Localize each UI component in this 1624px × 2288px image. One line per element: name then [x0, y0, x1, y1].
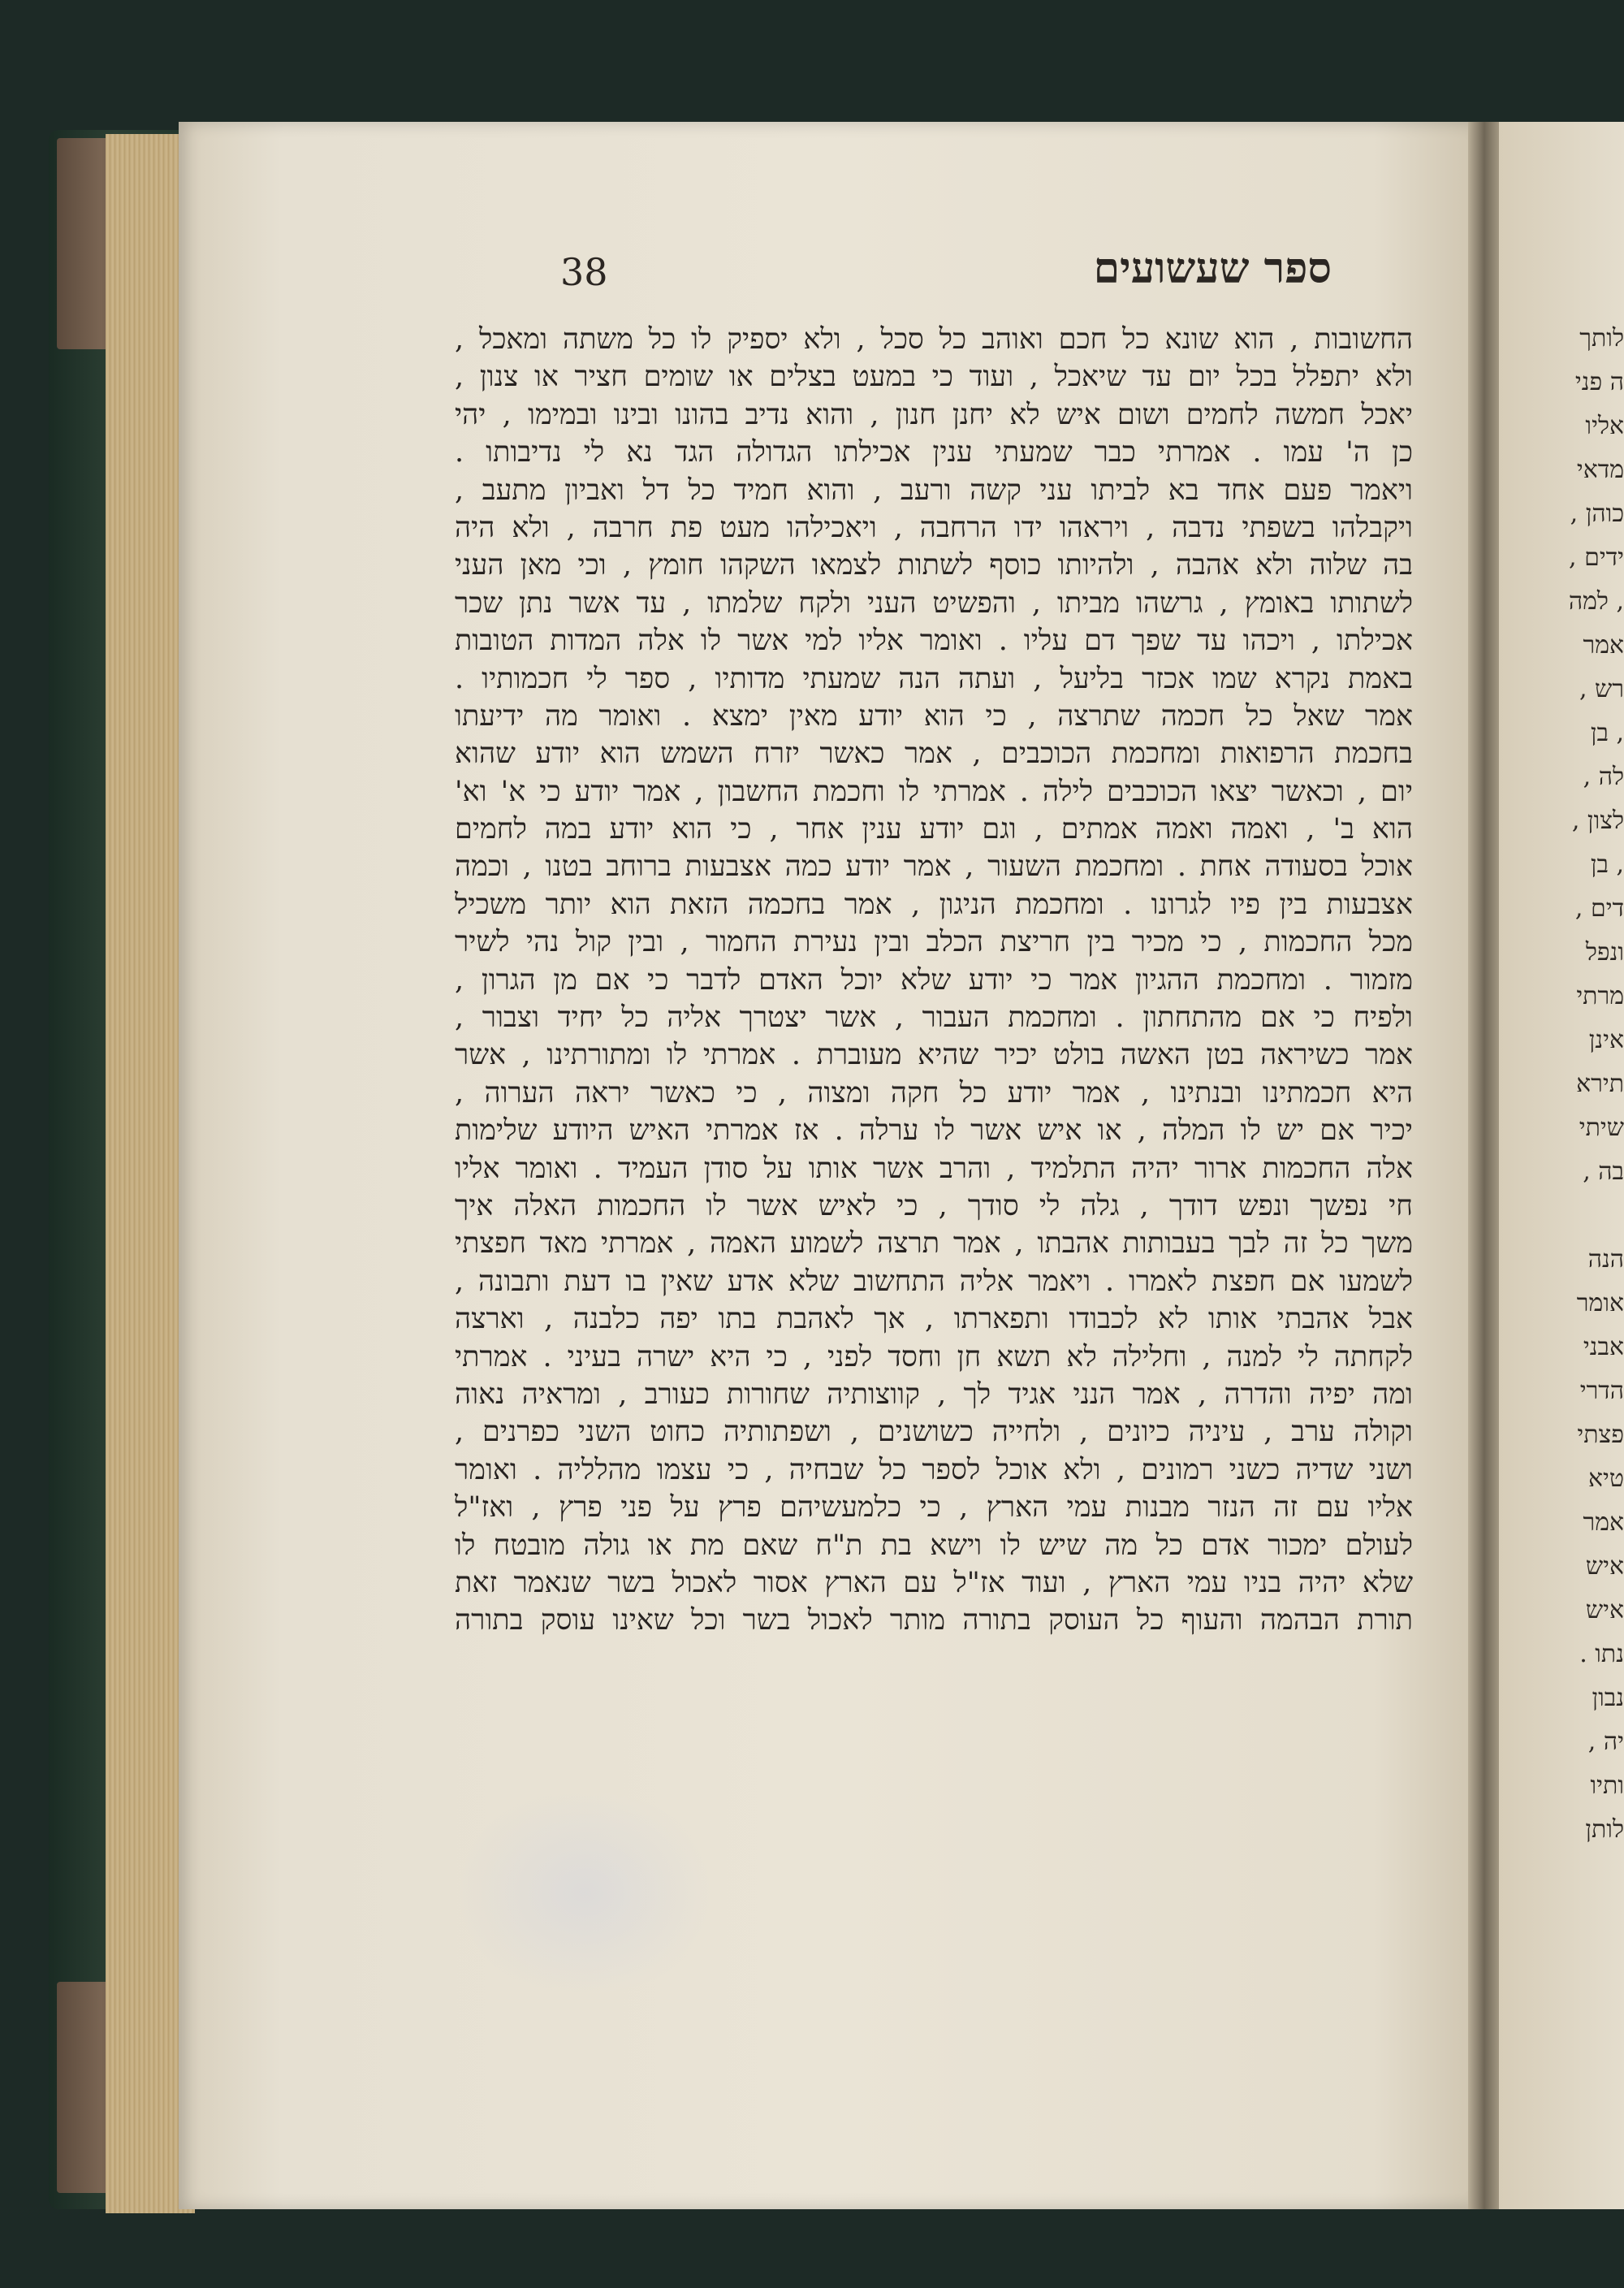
text-line: אוכל בסעודה אחת . ומחכמת השעור , אמר יודע כמה אצבעות ברוחב בטנו , וכמה — [455, 850, 1413, 884]
facing-text-line: תירא — [1576, 1070, 1624, 1098]
text-line: חי נפשך ונפש דודך , גלה לי סודך , כי לאיש אשר לו החכמות האלה איך — [455, 1189, 1413, 1222]
facing-text-line: בה , — [1583, 1157, 1624, 1186]
page-header — [455, 244, 1413, 309]
facing-text-line: , בן — [1590, 719, 1624, 747]
running-title: ספר שעשועים — [1093, 244, 1332, 293]
right-page-text — [1499, 317, 1624, 1852]
text-line: באמת נקרא שמו אכזר בליעל , ועתה הנה שמעתי מדותיו , ספר לי חכמותיו . — [455, 662, 1413, 695]
facing-text-line: לצון , — [1571, 807, 1624, 835]
text-line: אמר כשיראה בטן האשה בולט יכיר שהיא מעוברת . אמרתי לו ומתורתינו , אשר — [455, 1039, 1413, 1072]
facing-text-line: ה פני — [1574, 368, 1624, 396]
facing-text-line: לותך — [1579, 324, 1624, 352]
facing-text-line: שיתי — [1579, 1114, 1624, 1142]
facing-text-line: טיא — [1588, 1464, 1624, 1493]
text-line: אמר שאל כל חכמה שתרצה , כי הוא יודע מאין ימצא . ואומר מה ידיעתו — [455, 699, 1413, 733]
facing-text-line: דים , — [1574, 894, 1624, 923]
text-line: היא חכמתינו ובנתינו , אמר יודע כל חקה ומצוה , כי כאשר יראה הערוה , — [455, 1076, 1413, 1109]
text-line: ומה יפיה והדרה , אמר הנני אגיד לך , קווצותיה שחורות כעורב , ומראיה נאוה — [455, 1378, 1413, 1411]
text-line: ויקבלהו בשפתי נדבה , ויראהו ידו הרחבה , ויאכילהו מעט פת חרבה , ולא היה — [455, 511, 1413, 544]
facing-text-line: אינן — [1588, 1026, 1624, 1054]
text-line: בה שלוה ולא אהבה , ולהיותו כוסף לשתות לצמאו השקהו חומץ , וכי מאן העני — [455, 549, 1413, 582]
facing-text-line: מדאי — [1576, 456, 1624, 484]
text-line: אכילתו , ויכהו עד שפך דם עליו . ואומר אליו למי אשר לו אלה המדות הטובות — [455, 625, 1413, 658]
facing-text-line: הדרי — [1579, 1377, 1624, 1405]
facing-text-line: לה , — [1583, 763, 1624, 791]
text-line: אבל אהבתי אותו לא לכבודו ותפארתו , אך לאהבת בתו יפה כלבנה , וארצה — [455, 1303, 1413, 1336]
facing-text-line: אומר — [1576, 1289, 1624, 1317]
facing-text-line: הנה — [1587, 1245, 1624, 1274]
facing-text-line: איש — [1585, 1552, 1624, 1581]
text-line: מזמור . ומחכמת ההגיון אמר כי יודע שלא יוכל האדם לדבר כי אם מן הגרון , — [455, 963, 1413, 997]
facing-text-line: , למה — [1568, 587, 1624, 616]
facing-text-line: ונפל — [1585, 938, 1624, 967]
text-line: ולא יתפלל בכל יום עד שיאכל , ועוד כי במעט בצלים או שומים חציר או צנון , — [455, 361, 1413, 394]
text-line: אלה החכמות ארור יהיה התלמיד , והרב אשר אותו על סודן העמיד . ואומר אליו — [455, 1152, 1413, 1185]
facing-text-line: אמר — [1583, 631, 1624, 660]
facing-text-line: , בן — [1590, 850, 1624, 879]
text-line: יכיר אם יש לו המלה , או איש אשר לו ערלה . אז אמרתי האיש היודע שלימות — [455, 1114, 1413, 1148]
text-line: משך כל זה לבך בעבותות אהבתו , אמר תרצה לשמוע האמה , אמרתי מאד חפצתי — [455, 1227, 1413, 1261]
text-line: יום , וכאשר יצאו הכוכבים לילה . אמרתי לו וחכמת החשבון , אמר יודע כי א' וא' — [455, 775, 1413, 808]
text-line: תורת הבהמה והעוף כל העוסק בתורה מותר לאכול בשר וכל שאינו עוסק בתורה — [455, 1604, 1413, 1637]
facing-text-line: לותן — [1585, 1815, 1624, 1844]
facing-text-line: אמר — [1583, 1508, 1624, 1537]
right-page — [1499, 122, 1624, 2209]
text-line: אצבעות בין פיו לגרונו . ומחכמת הניגון , אמר בחכמה הזאת הוא יותר משכיל — [455, 888, 1413, 921]
facing-text-line: כוהן , — [1570, 500, 1624, 528]
text-line: וקולה ערב , עיניה כיונים , ולחייה כשושנים , ושפתותיה כחוט השני כפרנים , — [455, 1416, 1413, 1449]
facing-text-line: מרתי — [1576, 982, 1624, 1010]
facing-text-line: יה , — [1587, 1728, 1624, 1756]
text-line: מכל החכמות , כי מכיר בין חריצת הכלב ובין נעירת החמור , ובין קול נהי לשיר — [455, 926, 1413, 959]
text-line: ויאמר פעם אחד בא לביתו עני קשה ורעב , והוא חמיד כל דל ואביון מתעב , — [455, 474, 1413, 507]
facing-text-line: איש — [1585, 1596, 1624, 1624]
text-line: בחכמת הרפואות ומחכמת הכוכבים , אמר כאשר יזרח השמש הוא יודע שהוא — [455, 737, 1413, 771]
text-line: שלא יהיה בניו עמי הארץ , ועוד אז"ל עם הארץ אסור לאכול בשר שנאמר זאת — [455, 1566, 1413, 1599]
facing-text-line: ותיו — [1590, 1771, 1624, 1800]
facing-text-line: אליו — [1585, 412, 1624, 440]
text-line: אליו עם זה הנזר מבנות עמי הארץ , כי כלמעשיהם פרץ על פני פרץ , ואז"ל — [455, 1491, 1413, 1525]
facing-text-line: פצתי — [1577, 1421, 1624, 1449]
facing-text-line: אבני — [1583, 1333, 1624, 1361]
text-line: יאכל חמשה לחמים ושום איש לא יחנן חנון , והוא נדיב בהונו ובינו ובמימו , יהי — [455, 398, 1413, 431]
facing-text-line: רש , — [1579, 675, 1624, 703]
facing-text-line: נבון — [1592, 1684, 1624, 1712]
text-line: ושני שדיה כשני רמונים , ולא אוכל לספר כל שבחיה , כי עצמו מהלליה . ואומר — [455, 1453, 1413, 1486]
text-line: לקחתה לי למנה , וחלילה לא תשא חן וחסד לפני , כי היא ישרה בעיני . אמרתי — [455, 1340, 1413, 1373]
facing-text-line — [1499, 1194, 1624, 1238]
text-line: ולפיח כי אם מהתחתון . ומחכמת העבור , אשר יצטרך אליה כל יחיד וצבור , — [455, 1001, 1413, 1035]
facing-text-line: ידים , — [1569, 543, 1624, 572]
text-line: כן ה' עמו . אמרתי כבר שמעתי ענין אכילתו הגדולה הגד נא לי נדיבותו . — [455, 436, 1413, 469]
text-line: הוא ב' , ואמה ואמה אמתים , וגם יודע ענין אחר , כי הוא יודע במה לחמים — [455, 813, 1413, 846]
page-number: 38 — [560, 250, 608, 294]
book-gutter — [1468, 122, 1501, 2209]
text-line: החשובות , הוא שונא כל חכם ואוהב כל סכל , ולא יספיק לו כל משתה ומאכל , — [455, 323, 1413, 356]
page-body-text — [455, 321, 1413, 1872]
text-line: לשמעו אם חפצת לאמרו . ויאמר אליה התחשוב שלא אדע שאין בו דעת ותבונה , — [455, 1265, 1413, 1298]
facing-text-line: נתו . — [1579, 1640, 1624, 1668]
text-line: לעולם ימכור אדם כל מה שיש לו וישא בת ת"ח שאם מת או גולה מובטח לו — [455, 1529, 1413, 1562]
text-line: לשתותו באומץ , גרשהו מביתו , והפשיט העני ולקח שלמתו , עד אשר נתן שכר — [455, 586, 1413, 620]
